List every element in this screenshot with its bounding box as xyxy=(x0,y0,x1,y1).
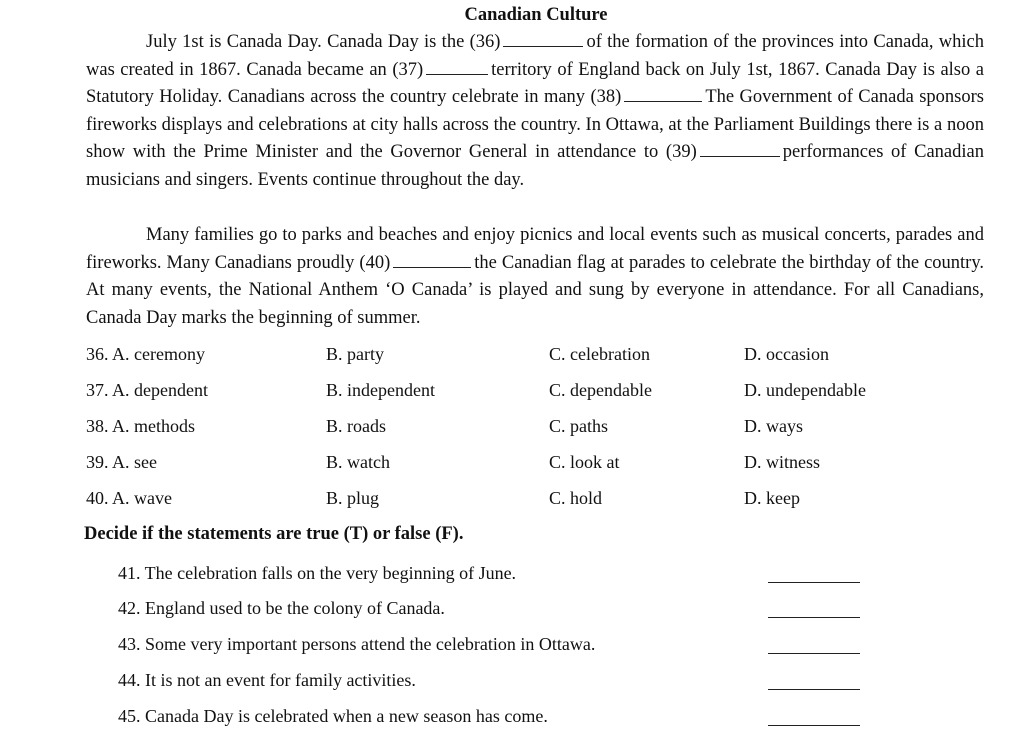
option-c: C. paths xyxy=(549,416,609,436)
statement-text: 41. The celebration falls on the very beginning of June. xyxy=(118,563,517,583)
statement-row xyxy=(118,560,863,588)
option-a: 40. A. wave xyxy=(86,488,172,508)
passage-paragraph-1 xyxy=(86,29,984,195)
blank-37 xyxy=(426,59,488,75)
passage-text: the Canadian flag at parades to celebrate the birthday of the country. At many events, the National Anthem ‘O Canada’ is played and sung by everyone in attendance. For all Canadians, Canada Day marks the beginning of summer. xyxy=(86,252,984,328)
answer-blank[interactable] xyxy=(768,725,860,726)
statement-text: 43. Some very important persons attend the celebration in Ottawa. xyxy=(118,634,596,654)
passage-text: performances of Canadian musicians and singers. Events continue throughout the day. xyxy=(86,142,984,190)
question-row xyxy=(86,341,986,367)
option-c: C. look at xyxy=(549,452,620,472)
passage-paragraph-2 xyxy=(86,222,984,332)
option-d: D. keep xyxy=(744,488,800,508)
option-d: D. occasion xyxy=(744,344,829,364)
answer-blank[interactable] xyxy=(768,582,860,583)
passage-text: July 1st is Canada Day. Canada Day is the (36) xyxy=(146,32,501,52)
option-b: B. independent xyxy=(326,380,435,400)
option-d: D. undependable xyxy=(744,380,866,400)
option-a: 37. A. dependent xyxy=(86,380,208,400)
blank-36 xyxy=(503,31,583,47)
option-a: 36. A. ceremony xyxy=(86,344,205,364)
true-false-instruction: Decide if the statements are true (T) or false (F). xyxy=(84,524,464,544)
answer-blank[interactable] xyxy=(768,653,860,654)
question-row xyxy=(86,485,986,511)
option-a: 38. A. methods xyxy=(86,416,196,436)
statement-row xyxy=(118,667,863,695)
statement-text: 45. Canada Day is celebrated when a new season has come. xyxy=(118,706,548,726)
answer-blank[interactable] xyxy=(768,689,860,690)
statement-text: 44. It is not an event for family activities. xyxy=(118,670,416,690)
blank-40 xyxy=(393,252,471,268)
blank-38 xyxy=(624,86,702,102)
passage-text: Many families go to parks and beaches and enjoy picnics and local events such as musical concerts, parades and fireworks. Many Canadians proudly (40) xyxy=(86,225,984,273)
option-c: C. hold xyxy=(549,488,603,508)
passage-text: The Government of Canada sponsors fireworks displays and celebrations at city halls across the country. In Ottawa, at the Parliament Buildings there is a noon show with the Prime Minister and the Governor General in attendance to (39) xyxy=(86,87,984,163)
statement-row xyxy=(118,595,863,623)
option-c: C. celebration xyxy=(549,344,650,364)
option-b: B. watch xyxy=(326,452,390,472)
statement-text: 42. England used to be the colony of Canada. xyxy=(118,598,445,618)
option-b: B. roads xyxy=(326,416,386,436)
question-row xyxy=(86,449,986,475)
option-d: D. witness xyxy=(744,452,820,472)
statement-row xyxy=(118,631,863,659)
question-row xyxy=(86,413,986,439)
passage-text: of the formation of the provinces into Canada, which was created in 1867. Canada became an (37) xyxy=(86,32,984,80)
passage-text: territory of England back on July 1st, 1867. Canada Day is also a Statutory Holiday. Canadians across the country celebrate in many (38) xyxy=(86,59,985,108)
blank-39 xyxy=(700,141,780,157)
option-d: D. ways xyxy=(744,416,803,436)
option-c: C. dependable xyxy=(549,380,652,400)
option-b: B. party xyxy=(326,344,384,364)
answer-blank[interactable] xyxy=(768,617,860,618)
option-a: 39. A. see xyxy=(86,452,157,472)
statement-row xyxy=(118,703,863,731)
page-title: Canadian Culture xyxy=(464,5,608,25)
question-row xyxy=(86,377,986,403)
option-b: B. plug xyxy=(326,488,380,508)
